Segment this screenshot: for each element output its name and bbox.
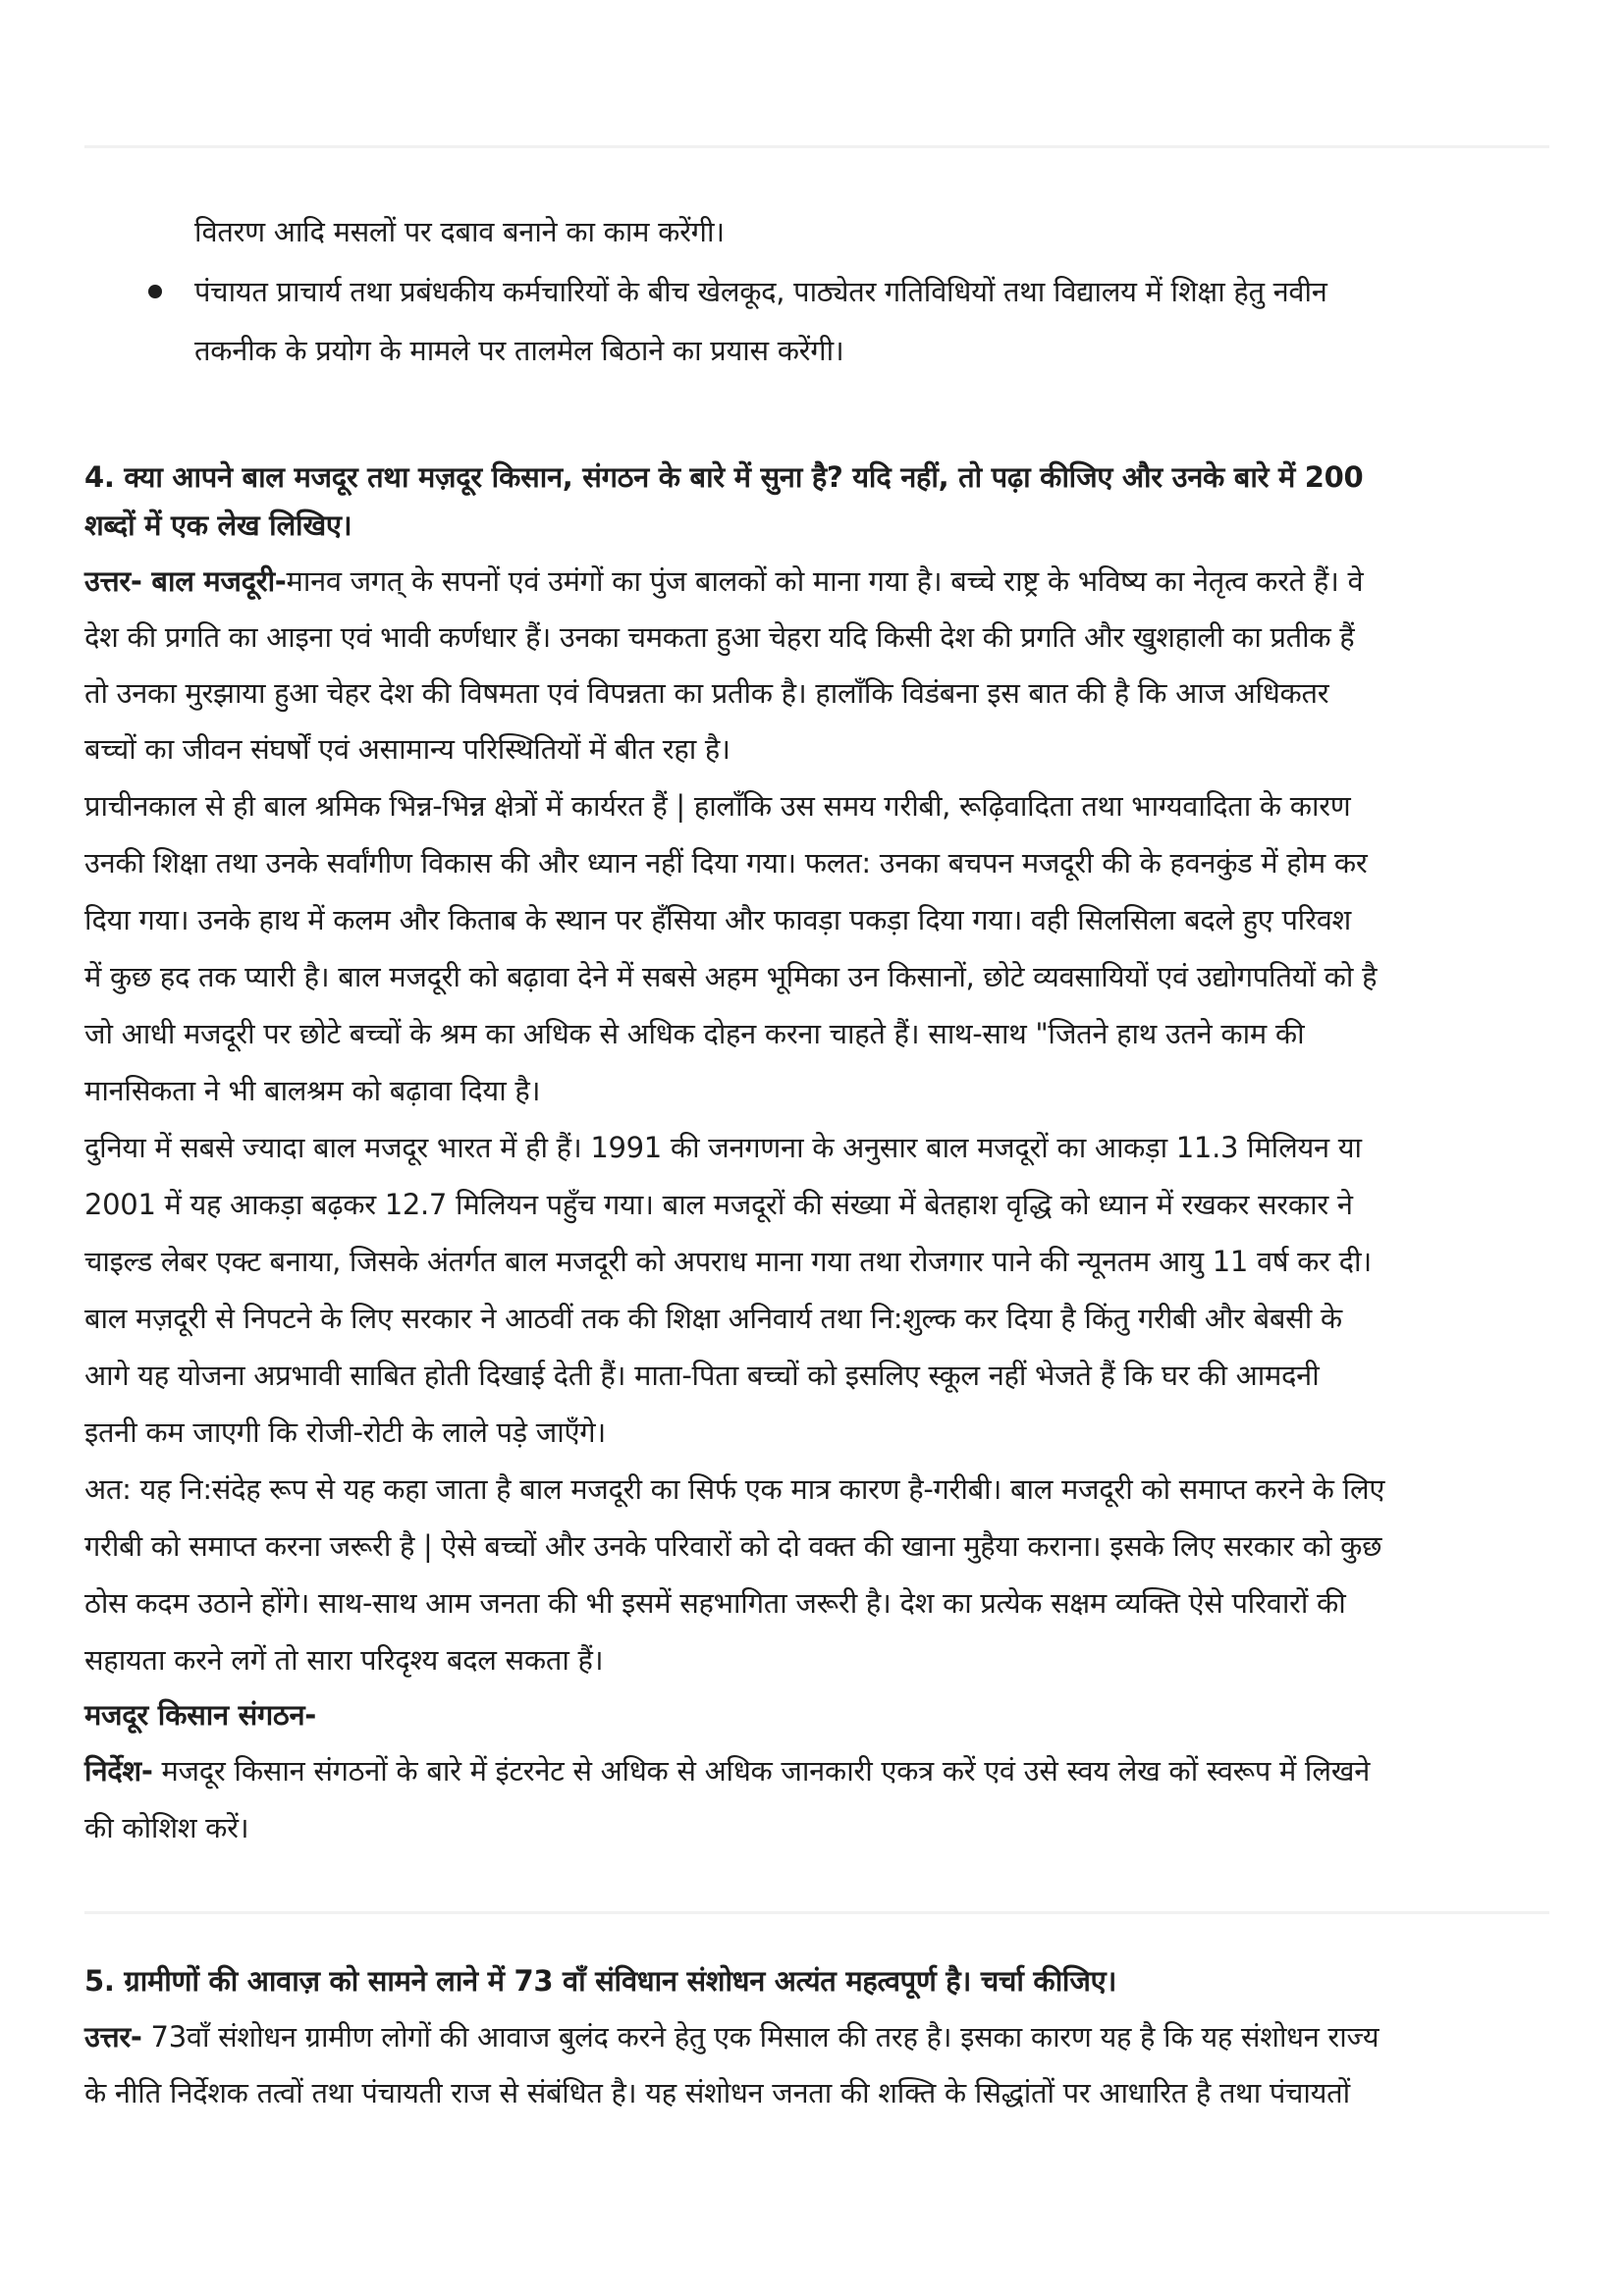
answer-text: 73वाँ संशोधन ग्रामीण लोगों की आवाज बुलंद करने हेतु एक मिसाल की तरह है। इसका कारण यह है कि यह संशोधन राज्य [141, 2020, 1380, 2054]
answer-line: तो उनका मुरझाया हुआ चेहर देश की विषमता एवं विपन्नता का प्रतीक है। हालाँकि विडंबना इस बात की है कि आज अधिकतर [84, 676, 1329, 710]
answer-text: मानव जगत् के सपनों एवं उमंगों का पुंज बालकों को माना गया है। बच्चे राष्ट्र के भविष्य का नेतृत्व करते हैं। वे [286, 564, 1364, 598]
answer-line: बच्चों का जीवन संघर्षों एवं असामान्य परिस्थितियों में बीत रहा है। [84, 732, 730, 766]
question-5-heading: 5. ग्रामीणों की आवाज़ को सामने लाने में 73 वाँ संविधान संशोधन अत्यंत महत्वपूर्ण है। चर्चा कीजिए। [84, 1964, 1117, 1998]
bullet-icon [148, 285, 162, 298]
bullet-text-line: पंचायत प्राचार्य तथा प्रबंधकीय कर्मचारियों के बीच खेलकूद, पाठ्येतर गतिविधियों तथा विद्यालय में शिक्षा हेतु नवीन [194, 275, 1327, 308]
answer-line: इतनी कम जाएगी कि रोजी-रोटी के लाले पड़े जाएँगे। [84, 1415, 606, 1449]
continuation-line: वितरण आदि मसलों पर दबाव बनाने का काम करेंगी। [194, 215, 725, 248]
answer-line: जो आधी मजदूरी पर छोटे बच्चों के श्रम का अधिक से अधिक दोहन करना चाहते हैं। साथ-साथ "जितने हाथ उतने काम की [84, 1017, 1305, 1050]
subheading: मजदूर किसान संगठन- [84, 1698, 317, 1732]
answer-line [84, 560, 1363, 603]
top-divider [84, 145, 1549, 148]
bullet-text-line: तकनीक के प्रयोग के मामले पर तालमेल बिठाने का प्रयास करेंगी। [194, 334, 844, 367]
section-divider [84, 1911, 1549, 1914]
direction-text: मजदूर किसान संगठनों के बारे में इंटरनेट से अधिक से अधिक जानकारी एकत्र करें एवं उसे स्वय लेख कों स्वरूप में लिखने [152, 1754, 1371, 1788]
answer-line: 2001 में यह आकड़ा बढ़कर 12.7 मिलियन पहुँच गया। बाल मजदूरों की संख्या में बेतहाश वृद्धि को ध्यान में रखकर सरकार ने [84, 1188, 1353, 1221]
answer-line: अत: यह नि:संदेह रूप से यह कहा जाता है बाल मजदूरी का सिर्फ एक मात्र कारण है-गरीबी। बाल मजदूरी को समाप्त करने के लिए [84, 1472, 1385, 1506]
question-4-heading: 4. क्या आपने बाल मजदूर तथा मज़दूर किसान, संगठन के बारे में सुना है? यदि नहीं, तो पढ़ा कीजिए और उनके बारे में 200 [84, 460, 1364, 494]
answer-label: उत्तर- [84, 2020, 142, 2054]
answer-line: प्राचीनकाल से ही बाल श्रमिक भिन्न-भिन्न क्षेत्रों में कार्यरत हैं | हालाँकि उस समय गरीबी, रूढ़िवादिता तथा भाग्यवादिता के कारण [84, 789, 1351, 823]
answer-label: उत्तर- बाल मजदूरी- [84, 564, 287, 598]
answer-line: दुनिया में सबसे ज्यादा बाल मजदूर भारत में ही हैं। 1991 की जनगणना के अनुसार बाल मजदूरों का आकड़ा 11.3 मिलियन या [84, 1131, 1362, 1164]
answer-line: देश की प्रगति का आइना एवं भावी कर्णधार हैं। उनका चमकता हुआ चेहरा यदि किसी देश की प्रगति और खुशहाली का प्रतीक हैं [84, 620, 1355, 654]
answer-line [84, 2015, 1379, 2058]
answer-line: सहायता करने लगें तो सारा परिदृश्य बदल सकता हैं। [84, 1643, 604, 1677]
answer-line: ठोस कदम उठाने होंगे। साथ-साथ आम जनता की भी इसमें सहभागिता जरूरी है। देश का प्रत्येक सक्षम व्यक्ति ऐसे परिवारों की [84, 1586, 1346, 1620]
answer-line: चाइल्ड लेबर एक्ट बनाया, जिसके अंतर्गत बाल मजदूरी को अपराध माना गया तथा रोजगार पाने की न्यूनतम आयु 11 वर्ष कर दी। [84, 1245, 1372, 1278]
answer-line: गरीबी को समाप्त करना जरूरी है | ऐसे बच्चों और उनके परिवारों को दो वक्त की खाना मुहैया कराना। इसके लिए सरकार को कुछ [84, 1529, 1382, 1563]
direction-line [84, 1749, 1370, 1792]
answer-line: आगे यह योजना अप्रभावी साबित होती दिखाई देती हैं। माता-पिता बच्चों को इसलिए स्कूल नहीं भेजते हैं कि घर की आमदनी [84, 1359, 1320, 1392]
answer-line: के नीति निर्देशक तत्वों तथा पंचायती राज से संबंधित है। यह संशोधन जनता की शक्ति के सिद्धांतों पर आधारित है तथा पंचायतों [84, 2076, 1350, 2109]
direction-label: निर्देश- [84, 1754, 153, 1788]
answer-line: दिया गया। उनके हाथ में कलम और किताब के स्थान पर हँसिया और फावड़ा पकड़ा दिया गया। वही सिलसिला बदले हुए परिवश [84, 903, 1351, 936]
answer-line: बाल मज़दूरी से निपटने के लिए सरकार ने आठवीं तक की शिक्षा अनिवार्य तथा नि:शुल्क कर दिया है किंतु गरीबी और बेबसी के [84, 1302, 1342, 1335]
answer-line: में कुछ हद तक प्यारी है। बाल मजदूरी को बढ़ावा देने में सबसे अहम भूमिका उन किसानों, छोटे व्यवसायियों एवं उद्योगपतियों को है [84, 960, 1378, 993]
answer-line: उनकी शिक्षा तथा उनके सर्वांगीण विकास की और ध्यान नहीं दिया गया। फलत: उनका बचपन मजदूरी की के हवनकुंड में होम कर [84, 846, 1368, 880]
question-4-heading: शब्दों में एक लेख लिखिए। [84, 508, 352, 542]
direction-line: की कोशिश करें। [84, 1811, 249, 1844]
answer-line: मानसिकता ने भी बालश्रम को बढ़ावा दिया है। [84, 1074, 541, 1107]
